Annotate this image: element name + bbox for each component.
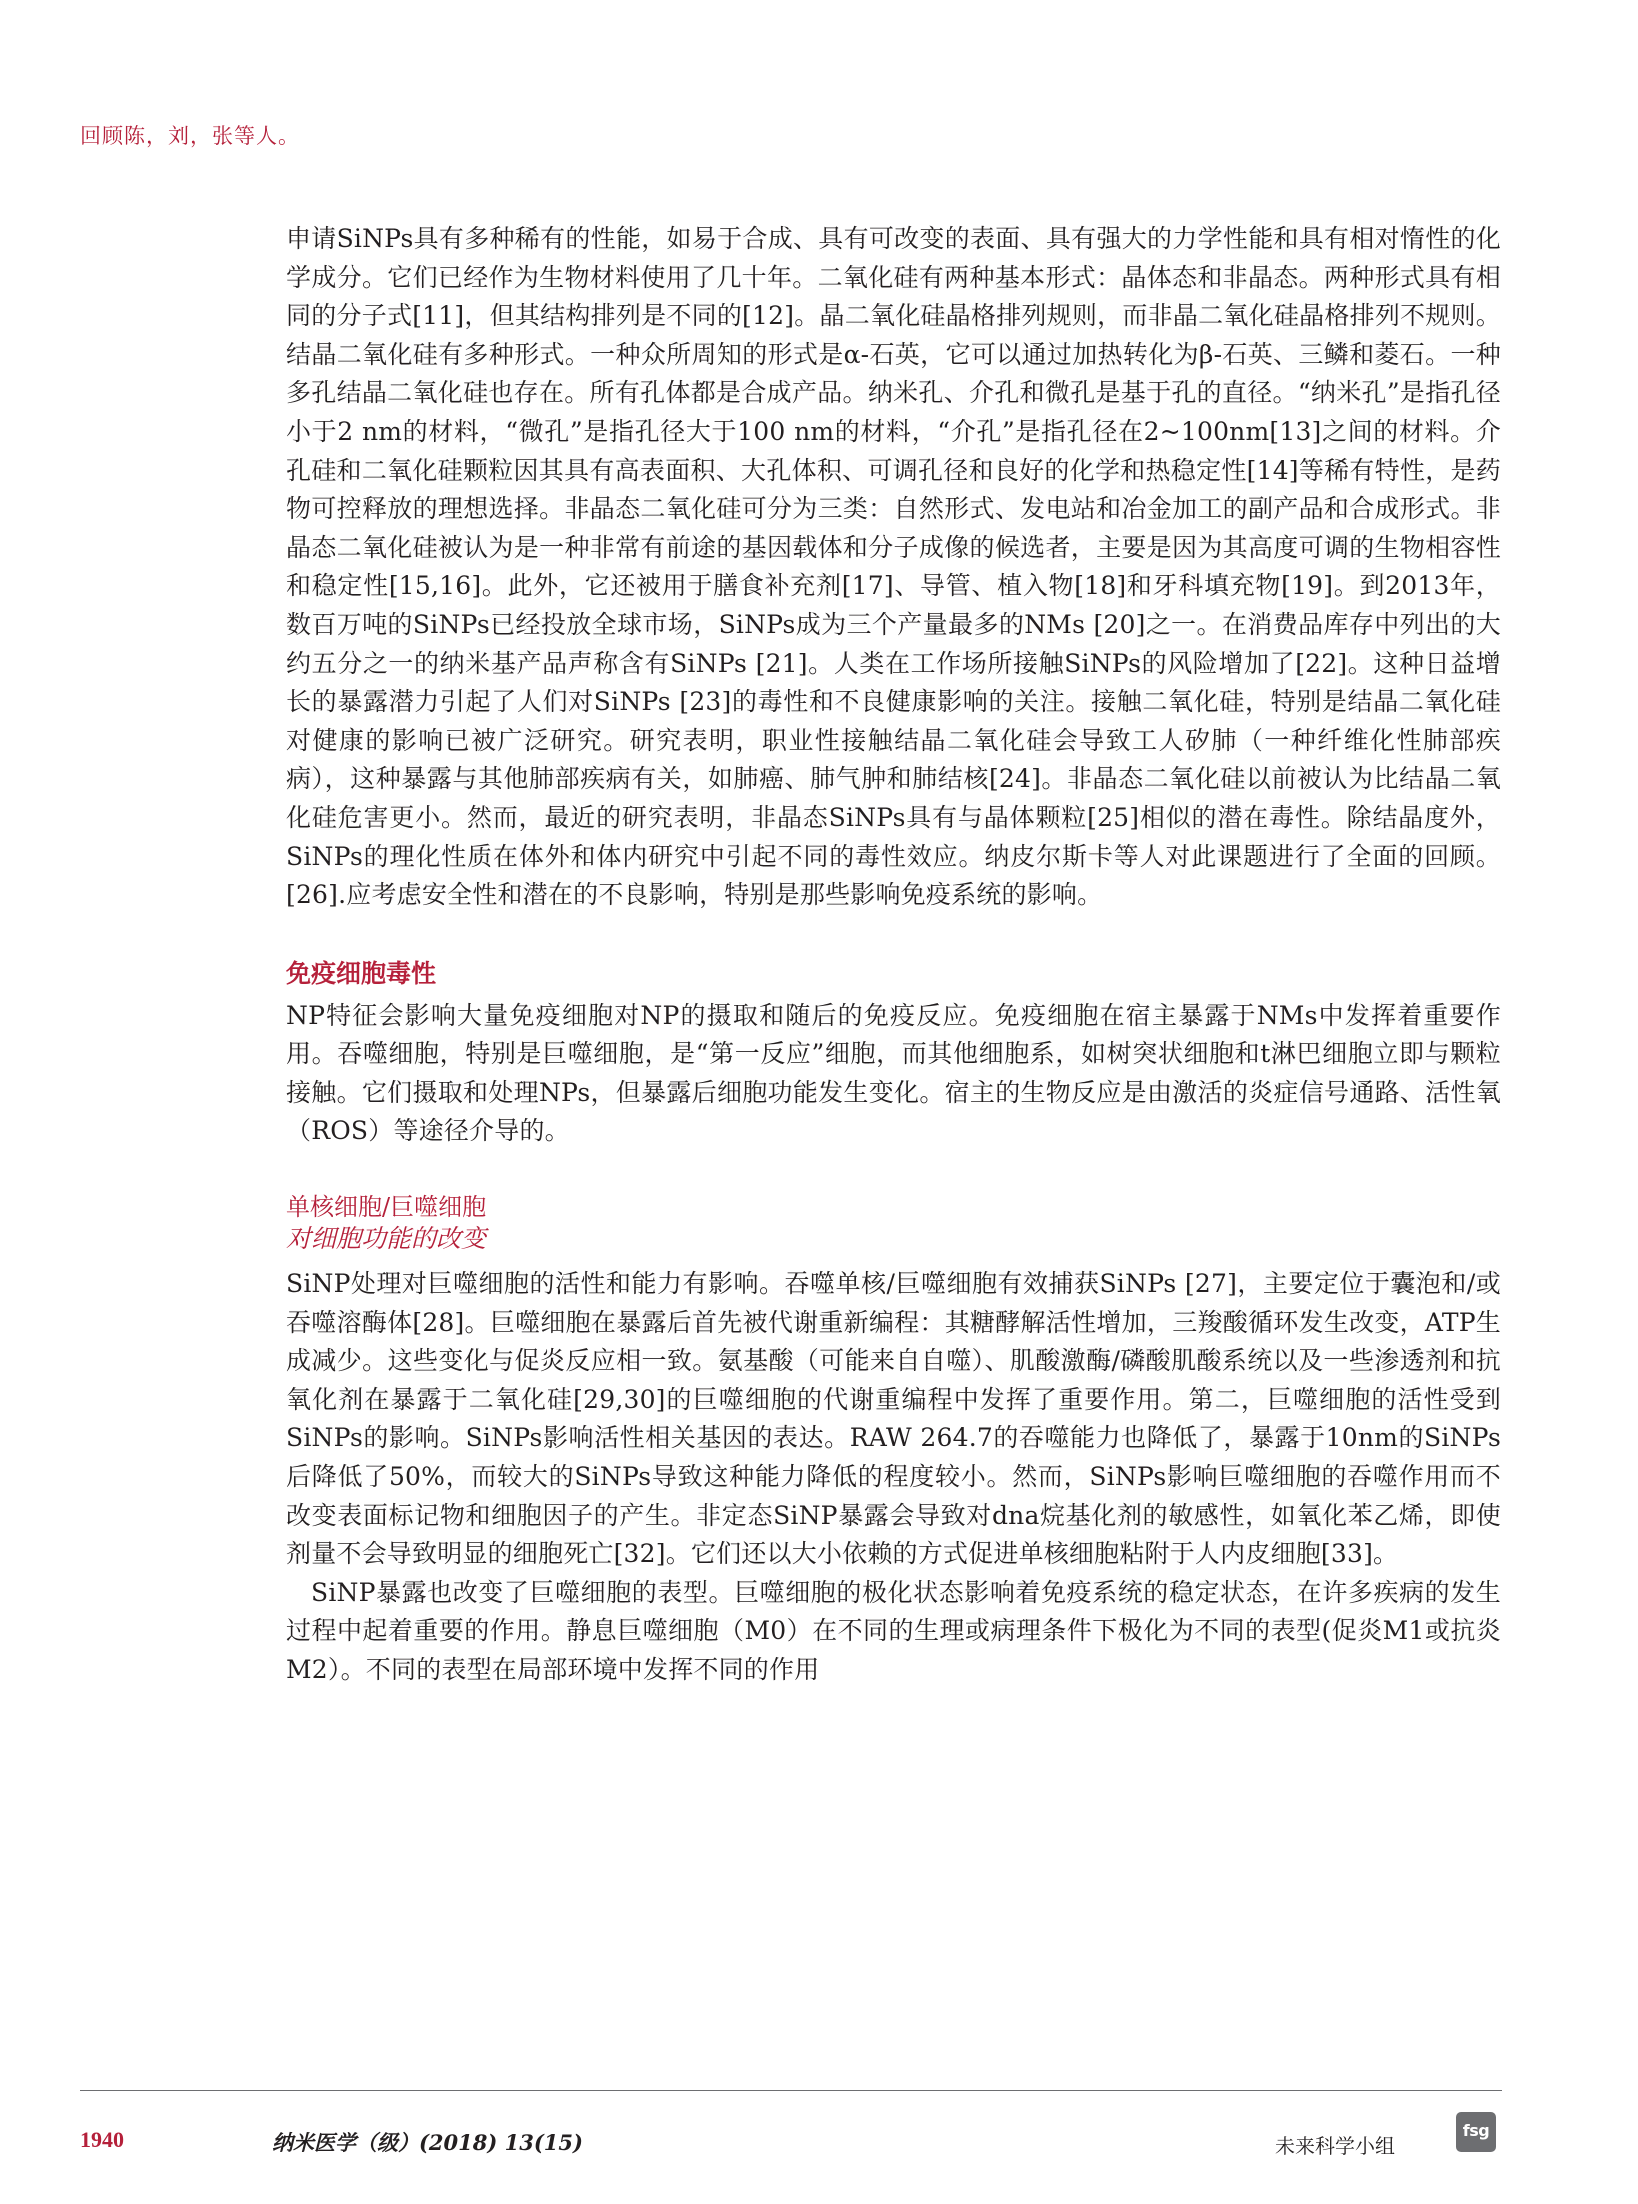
article-body (286, 220, 1501, 1690)
section-heading: 免疫细胞毒性 (286, 958, 437, 988)
running-head: 回顾陈，刘，张等人。 (80, 124, 300, 148)
immune-cytotoxicity-paragraph: NP特征会影响大量免疫细胞对NP的摄取和随后的免疫反应。免疫细胞在宿主暴露于NMs中发挥着重要作用。吞噬细胞，特别是巨噬细胞，是“第一反应”细胞，而其他细胞系，如树突状细胞和t淋巴细胞立即与颗粒接触。它们摄取和处理NPs，但暴露后细胞功能发生变化。宿主的生物反应是由激活的炎症信号通路、活性氧（ROS）等途径介导的。 (286, 1000, 1501, 1146)
logo-text: fsg (1462, 2121, 1490, 2140)
macrophage-paragraph-1: SiNP处理对巨噬细胞的活性和能力有影响。吞噬单核/巨噬细胞有效捕获SiNPs [27]，主要定位于囊泡和/或吞噬溶酶体[28]。巨噬细胞在暴露后首先被代谢重新编程：其糖酵解活性增加，三羧酸循环发生改变，ATP生成减少。这些变化与促炎反应相一致。氨基酸（可能来自自噬）、肌酸激酶/磷酸肌酸系统以及一些渗透剂和抗氧化剂在暴露于二氧化硅[29,30]的巨噬细胞的代谢重编程中发挥了重要作用。第二，巨噬细胞的活性受到SiNPs的影响。SiNPs影响活性相关基因的表达。RAW 264.7的吞噬能力也降低了，暴露于10nm的SiNPs后降低了50%，而较大的SiNPs导致这种能力降低的程度较小。然而，SiNPs影响巨噬细胞的吞噬作用而不改变表面标记物和细胞因子的产生。非定态SiNP暴露会导致对dna烷基化剂的敏感性，如氧化苯乙烯，即使剂量不会导致明显的细胞死亡[32]。它们还以大小依赖的方式促进单核细胞粘附于人内皮细胞[33]。 (286, 1269, 1501, 1569)
page-number: 1940 (80, 2127, 124, 2152)
macrophage-paragraph-2: SiNP暴露也改变了巨噬细胞的表型。巨噬细胞的极化状态影响着免疫系统的稳定状态，在许多疾病的发生过程中起着重要的作用。静息巨噬细胞（M0）在不同的生理或病理条件下极化为不同的表型(促炎M1或抗炎M2）。不同的表型在局部环境中发挥不同的作用 (286, 1577, 1501, 1684)
intro-paragraph: 申请SiNPs具有多种稀有的性能，如易于合成、具有可改变的表面、具有强大的力学性能和具有相对惰性的化学成分。它们已经作为生物材料使用了几十年。二氧化硅有两种基本形式：晶体态和非晶态。两种形式具有相同的分子式[11]，但其结构排列是不同的[12]。晶二氧化硅晶格排列规则，而非晶二氧化硅晶格排列不规则。结晶二氧化硅有多种形式。一种众所周知的形式是α-石英，它可以通过加热转化为β-石英、三鳞和菱石。一种多孔结晶二氧化硅也存在。所有孔体都是合成产品。纳米孔、介孔和微孔是基于孔的直径。“纳米孔”是指孔径小于2 nm的材料，“微孔”是指孔径大于100 nm的材料，“介孔”是指孔径在2~100nm[13]之间的材料。介孔硅和二氧化硅颗粒因其具有高表面积、大孔体积、可调孔径和良好的化学和热稳定性[14]等稀有特性，是药物可控释放的理想选择。非晶态二氧化硅可分为三类：自然形式、发电站和冶金加工的副产品和合成形式。非晶态二氧化硅被认为是一种非常有前途的基因载体和分子成像的候选者，主要是因为其高度可调的生物相容性和稳定性[15,16]。此外，它还被用于膳食补充剂[17]、导管、植入物[18]和牙科填充物[19]。到2013年，数百万吨的SiNPs已经投放全球市场，SiNPs成为三个产量最多的NMs [20]之一。在消费品库存中列出的大约五分之一的纳米基产品声称含有SiNPs [21]。人类在工作场所接触SiNPs的风险增加了[22]。这种日益增长的暴露潜力引起了人们对SiNPs [23]的毒性和不良健康影响的关注。接触二氧化硅，特别是结晶二氧化硅对健康的影响已被广泛研究。研究表明，职业性接触结晶二氧化硅会导致工人矽肺（一种纤维化性肺部疾病），这种暴露与其他肺部疾病有关，如肺癌、肺气肿和肺结核[24]。非晶态二氧化硅以前被认为比结晶二氧化硅危害更小。然而，最近的研究表明，非晶态SiNPs具有与晶体颗粒[25]相似的潜在毒性。除结晶度外，SiNPs的理化性质在体外和体内研究中引起不同的毒性效应。纳皮尔斯卡等人对此课题进行了全面的回顾。[26].应考虑安全性和潜在的不良影响，特别是那些影响免疫系统的影响。 (286, 224, 1501, 910)
fsg-logo-icon (1456, 2112, 1496, 2152)
subsubsection-heading: 对细胞功能的改变 (286, 1224, 487, 1254)
footer-rule (80, 2090, 1502, 2091)
journal-citation: 纳米医学（级）(2018) 13(15) (272, 2130, 583, 2155)
publisher-name: 未来科学小组 (1275, 2134, 1395, 2158)
subsection-heading: 单核细胞/巨噬细胞 (286, 1193, 487, 1222)
